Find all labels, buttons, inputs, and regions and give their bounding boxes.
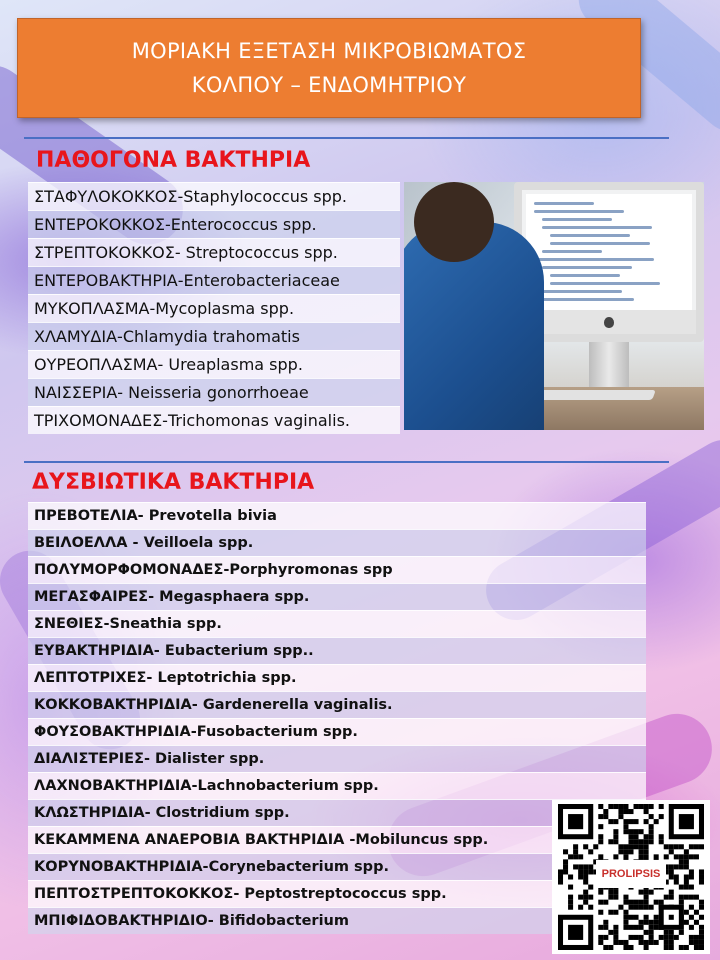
list-item: ΧΛΑΜΥΔΙΑ-Chlamydia trahomatis bbox=[28, 322, 400, 350]
list-item: ΟΥΡΕΟΠΛΑΣΜΑ- Ureaplasma spp. bbox=[28, 350, 400, 378]
list-item: ΜΠΙΦΙΔΟΒΑΚΤΗΡΙΔΙΟ- Bifidobacterium bbox=[28, 907, 646, 934]
list-item: ΠΕΠΤΟΣΤΡΕΠΤΟΚΟΚΚΟΣ- Peptostreptococcus spp. bbox=[28, 880, 646, 907]
person-illustration bbox=[404, 222, 544, 430]
title-line-2: ΚΟΛΠΟΥ – ΕΝΔΟΜΗΤΡΙΟΥ bbox=[191, 73, 467, 97]
divider bbox=[24, 461, 669, 463]
list-item: ΠΟΛΥΜΟΡΦΟΜΟΝΑΔΕΣ-Porphyromonas spp bbox=[28, 556, 646, 583]
list-item: ΝΑΙΣΣΕΡΙΑ- Neisseria gonorrhoeae bbox=[28, 378, 400, 406]
list-item: ΔΙΑΛΙΣΤΕΡΙΕΣ- Dialister spp. bbox=[28, 745, 646, 772]
qr-code[interactable] bbox=[552, 800, 710, 954]
pathogens-list bbox=[28, 182, 400, 434]
list-item: ΕΝΤΕΡΟΒΑΚΤΗΡΙΑ-Enterobacteriaceae bbox=[28, 266, 400, 294]
list-item: ΚΟΚΚΟΒΑΚΤΗΡΙΔΙΑ- Gardenerella vaginalis. bbox=[28, 691, 646, 718]
dysbiotic-title: ΔΥΣΒΙΩΤΙΚΑ ΒΑΚΤΗΡΙΑ bbox=[32, 470, 315, 495]
list-item: ΛΕΠΤΟΤΡΙΧΕΣ- Leptotrichia spp. bbox=[28, 664, 646, 691]
list-item: ΕΥΒΑΚΤΗΡΙΔΙΑ- Eubacterium spp.. bbox=[28, 637, 646, 664]
list-item: ΛΑΧΝΟΒΑΚΤΗΡΙΔΙΑ-Lachnobacterium spp. bbox=[28, 772, 646, 799]
list-item: ΜΕΓΑΣΦΑΙΡΕΣ- Megasphaera spp. bbox=[28, 583, 646, 610]
list-item: ΚΛΩΣΤΗΡΙΔΙΑ- Clostridium spp. bbox=[28, 799, 646, 826]
list-item: ΠΡΕΒΟΤΕΛΙΑ- Prevotella bivia bbox=[28, 502, 646, 529]
list-item: ΚΕΚΑΜΜΕΝΑ ΑΝΑΕΡΟΒΙΑ ΒΑΚΤΗΡΙΔΙΑ -Mobiluncus spp. bbox=[28, 826, 646, 853]
title-banner bbox=[17, 18, 641, 118]
list-item: ΣΤΑΦΥΛΟΚΟΚΚΟΣ-Staphylococcus spp. bbox=[28, 182, 400, 210]
list-item: ΣΤΡΕΠΤΟΚΟΚΚΟΣ- Streptococcus spp. bbox=[28, 238, 400, 266]
divider bbox=[24, 137, 669, 139]
apple-logo-icon bbox=[604, 317, 614, 328]
list-item: ΦΟΥΣΟΒΑΚΤΗΡΙΔΙΑ-Fusobacterium spp. bbox=[28, 718, 646, 745]
pathogens-title: ΠΑΘΟΓΟΝΑ ΒΑΚΤΗΡΙΑ bbox=[36, 148, 311, 173]
list-item: ΣΝΕΘΙΕΣ-Sneathia spp. bbox=[28, 610, 646, 637]
list-item: ΤΡΙΧΟΜΟΝΑΔΕΣ-Trichomonas vaginalis. bbox=[28, 406, 400, 434]
prolipsis-logo: PROLIPSIS bbox=[596, 860, 666, 888]
list-item: ΒΕΙΛΟΕΛΛΑ - Veilloela spp. bbox=[28, 529, 646, 556]
computer-photo bbox=[404, 182, 704, 430]
list-item: ΜΥΚΟΠΛΑΣΜΑ-Mycoplasma spp. bbox=[28, 294, 400, 322]
list-item: ΕΝΤΕΡΟΚΟΚΚΟΣ-Enterococcus spp. bbox=[28, 210, 400, 238]
title-line-1: ΜΟΡΙΑΚΗ ΕΞΕΤΑΣΗ ΜΙΚΡΟΒΙΩΜΑΤΟΣ bbox=[131, 39, 527, 63]
list-item: ΚΟΡΥΝΟΒΑΚΤΗΡΙΔΙΑ-Corynebacterium spp. bbox=[28, 853, 646, 880]
